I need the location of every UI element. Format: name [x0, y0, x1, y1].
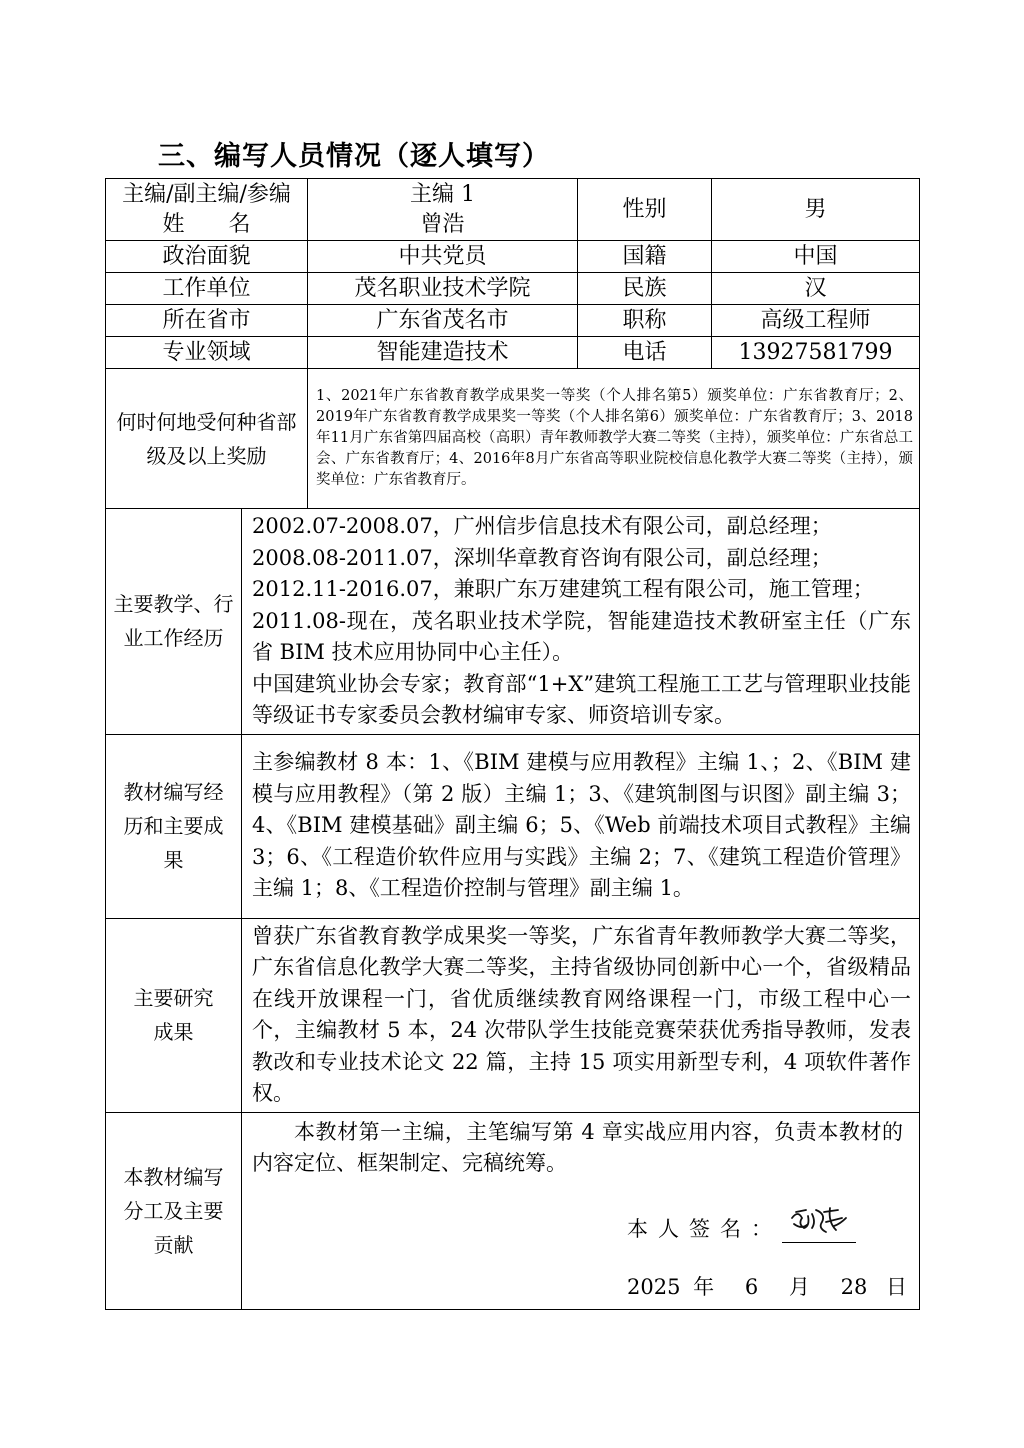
personnel-table: [105, 178, 920, 1310]
row-work-unit: [106, 273, 920, 305]
political-value: 中共党员: [308, 241, 578, 273]
date-year: 2025: [627, 1274, 681, 1299]
row-role-name: [106, 179, 920, 241]
name-value: 曾浩: [420, 211, 465, 237]
textbooks-label: 教材编写经历和主要成果: [106, 734, 242, 918]
research-label: 主要研究成果: [106, 918, 242, 1112]
title-value: 高级工程师: [712, 305, 920, 337]
phone-value: 13927581799: [712, 337, 920, 369]
experience-line: 2012.11-2016.07，兼职广东万建建筑工程有限公司，施工管理；: [252, 577, 874, 601]
date-day-unit: 日: [886, 1274, 907, 1299]
contribution-cell: [242, 1112, 920, 1309]
row-awards: [106, 369, 920, 509]
row-province: [106, 305, 920, 337]
field-value: 智能建造技术: [308, 337, 578, 369]
gender-value: 男: [712, 179, 920, 241]
name-label: 姓 名: [162, 211, 251, 237]
section-title: 三、编写人员情况（逐人填写）: [158, 141, 550, 172]
row-field: [106, 337, 920, 369]
work-unit-label: 工作单位: [106, 273, 308, 305]
experience-label: 主要教学、行业工作经历: [106, 509, 242, 735]
row-textbooks: [106, 734, 920, 918]
date-year-unit: 年: [693, 1274, 715, 1299]
role-name-label-cell: [106, 179, 308, 241]
signature-line: [627, 1213, 856, 1243]
signature-date: [627, 1271, 907, 1301]
role-value: 主编 1: [410, 181, 476, 207]
row-contribution: [106, 1112, 920, 1309]
research-text: 曾获广东省教育教学成果奖一等奖，广东省青年教师教学大赛二等奖，广东省信息化教学大赛二等奖，主持省级协同创新中心一个，省级精品在线开放课程一门，省优质继续教育网络课程一门，市级工程中心一个，主编教材 5 本，24 次带队学生技能竞赛荣获优秀指导教师，发表教改和专业技术论文 22 篇，主持 15 项实用新型专利，4 项软件著作权。: [242, 918, 920, 1112]
nationality-label: 国籍: [578, 241, 712, 273]
experience-line: 2011.08-现在，茂名职业技术学院，智能建造技术教研室主任（广东省 BIM 技术应用协同中心主任）。: [252, 608, 912, 664]
awards-label: 何时何地受何种省部级及以上奖励: [106, 369, 308, 509]
ethnicity-label: 民族: [578, 273, 712, 305]
political-label: 政治面貌: [106, 241, 308, 273]
date-month-unit: 月: [788, 1274, 810, 1299]
work-unit-value: 茂名职业技术学院: [308, 273, 578, 305]
experience-line: 2008.08-2011.07，深圳华章教育咨询有限公司，副总经理；: [252, 545, 832, 570]
row-political: [106, 241, 920, 273]
province-value: 广东省茂名市: [308, 305, 578, 337]
role-label: 主编/副主编/参编: [122, 181, 291, 207]
row-research: [106, 918, 920, 1112]
phone-label: 电话: [578, 337, 712, 369]
title-label: 职称: [578, 305, 712, 337]
contribution-text: 本教材第一主编，主笔编写第 4 章实战应用内容，负责本教材的内容定位、框架制定、完稿统筹。: [252, 1119, 904, 1175]
row-experience: [106, 509, 920, 735]
experience-line: 中国建筑业协会专家；教育部“1+X”建筑工程施工工艺与管理职业技能等级证书专家委员会教材编审专家、师资培训专家。: [252, 671, 912, 727]
gender-label: 性别: [578, 179, 712, 241]
signature-label: 本人签名：: [627, 1216, 782, 1241]
date-day: 28: [840, 1274, 868, 1299]
contribution-label: 本教材编写分工及主要贡献: [106, 1112, 242, 1309]
experience-line: 2002.07-2008.07，广州信步信息技术有限公司，副总经理；: [252, 514, 832, 538]
textbooks-text: 主参编教材 8 本：1、《BIM 建模与应用教程》主编 1、；2、《BIM 建模与应用教程》（第 2 版）主编 1；3、《建筑制图与识图》副主编 3；4、《BIM 建模基础》副主编 6；5、《Web 前端技术项目式教程》主编 3；6、《工程造价软件应用与实践》主编 2；7、《建筑工程造价管理》主编 1；8、《工程造价控制与管理》副主编 1。: [242, 734, 920, 918]
ethnicity-value: 汉: [712, 273, 920, 305]
handwritten-signature: [788, 1204, 852, 1240]
nationality-value: 中国: [712, 241, 920, 273]
awards-text: 1、2021年广东省教育教学成果奖一等奖（个人排名第5）颁奖单位：广东省教育厅；2、2019年广东省教育教学成果奖一等奖（个人排名第6）颁奖单位：广东省教育厅；3、2018年11月广东省第四届高校（高职）青年教师教学大赛二等奖（主持），颁奖单位：广东省总工会、广东省教育厅；4、2016年8月广东省高等职业院校信息化教学大赛二等奖（主持），颁奖单位：广东省教育厅。: [308, 369, 920, 509]
experience-cell: [242, 509, 920, 735]
field-label: 专业领域: [106, 337, 308, 369]
province-label: 所在省市: [106, 305, 308, 337]
date-month: 6: [744, 1274, 759, 1299]
signature-underline: [782, 1218, 856, 1243]
role-name-value-cell: [308, 179, 578, 241]
